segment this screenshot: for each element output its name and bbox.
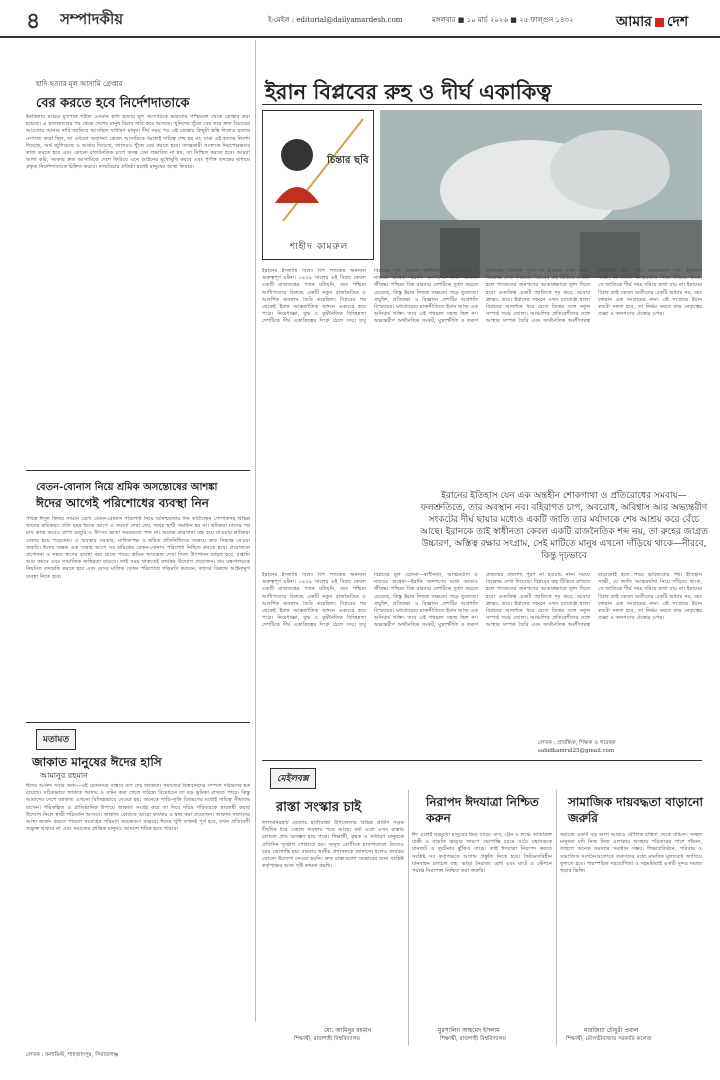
- letter1-headline: রাস্তা সংস্কার চাই: [276, 800, 362, 815]
- author-name: শাহীদ কামরুল: [289, 242, 349, 252]
- letter3-headline: সামাজিক দায়বদ্ধতা বাড়ানো জরুরি: [568, 795, 703, 825]
- smoke-photo-illustration: [380, 110, 702, 278]
- letter-divider: [408, 790, 409, 1046]
- editorial-body: ইনকিলাব মঞ্চের মুখপাত্র শরীফ ওসমান হাদি হত্যার মূল আসামিকে ভারতের পশ্চিমবঙ্গ থেকে গ্রেপ্তার করা হয়েছে। এ হত্যাকাণ্ডের পর থেকে দেশের মানুষ বিচার দাবি করে আসছে। খুনিদের খুঁজে বের করে দ্রুত বিচারের আওতায় আনার দাবি জানিয়ে আসছিল সাধারণ মানুষ। দীর্ঘ সময় পর এই গ্রেপ্তার কিছুটা স্বস্তি দিলেও হত্যার নেপথ্যে কারা ছিল, তা এখনো অজানা। কেবল আসামিকে ধরলেই দায়িত্ব শেষ হয় না; যারা এই হত্যার নির্দেশ দিয়েছে, অর্থ জুগিয়েছে ও আশ্রয় দিয়েছে, তাদেরও খুঁজে বের করতে হবে। তদন্তকারী সংস্থাকে নিরপেক্ষভাবে কাজ করতে হবে এবং কোনো রাজনৈতিক চাপে তদন্ত যেন প্রভাবিত না হয়, তা নিশ্চিত করতে হবে। আমরা আশা করি, সরকার দ্রুত আসামিকে দেশে ফিরিয়ে এনে আইনের মুখোমুখি করবে এবং পূর্ণাঙ্গ তদন্তের মাধ্যমে প্রকৃত নির্দেশদাতাকে চিহ্নিত করবে। ন্যায়বিচার প্রতিষ্ঠা হলেই মানুষের আস্থা ফিরবে।: [26, 114, 250, 171]
- author-photo-frame: [262, 110, 374, 260]
- brand-logo: আমার দেশ: [616, 14, 689, 30]
- column-divider: [255, 40, 256, 1022]
- main-footer-email[interactable]: sahidkamrul25@gmail.com: [538, 748, 615, 754]
- opinion-body: ঈদের আনন্দ সবার জন্য—এই চেতনাকে বাস্তবে রূপ দেয় জাকাত। সমাজের বিত্তবানদের সম্পদে দরিদ্রদের হক রয়েছে। সঠিকভাবে জাকাত আদায় ও বণ্টন করা গেলে দারিদ্র্য বিমোচনে তা বড় ভূমিকা রাখতে পারে। কিন্তু আমাদের দেশে জাকাত এখনো বিচ্ছিন্নভাবে দেওয়া হয়; অনেকে শাড়ি-লুঙ্গি বিতরণের মধ্যেই দায়িত্ব সীমাবদ্ধ রাখেন। পরিকল্পিত ও প্রাতিষ্ঠানিক উপায়ে জাকাত সংগ্রহ করে তা দিয়ে দরিদ্র পরিবারকে স্বাবলম্বী করার উদ্যোগ নিলে স্থায়ী পরিবর্তন আসবে। জাকাত বোর্ডকে আরো কার্যকর ও স্বচ্ছ করা প্রয়োজন। জাকাত দাতাদের আস্থা অর্জন করতে পারলে সংগ্রহের পরিমাণ কয়েকগুণ বাড়বে। ঈদের খুশি তখনই পূর্ণ হবে, যখন প্রতিবেশী অভুক্ত থাকবে না এবং সমাজের প্রান্তিক মানুষও আনন্দে শরিক হতে পারবে।: [26, 783, 250, 833]
- pull-quote: ইরানের ইতিহাস যেন এক অন্তহীন শোকগাথা ও প্রতিরোধের সমবায়— ফলশ্রুতিতে, তার অবস্থান নব। বহিরাগত চাপ, অবরোধ, অবিশ্বাস আর অভ্যন্তরীণ সংকটের দীর্ঘ ছায়ার মধ্যেও একটি জাতি তার মর্যাদাকে শেষ আশ্রয় করে বেঁচে আছে। ইরানকে তাই স্বাধীনতা কেবল একটি রাজনৈতিক শব্দ নয়, তা রুহের জাগ্রত উচ্চারণ, অস্তিত্ব রক্ষার সংগ্রাম, সেই মাটিতে মানুষ এখনো দাঁড়িয়ে থাকে—নীরবে, কিন্তু দৃঢ়ভাবে: [420, 491, 708, 561]
- divider: [26, 470, 250, 471]
- letter1-author: মো. আমিনুর রহমান: [324, 1027, 372, 1034]
- main-body-continued: ইরানের ইসলামি বিপ্লব বিশ শতকের অন্যতম গুরুত্বপূর্ণ ঘটনা। ১৯৭৯ সালের এই বিপ্লব কেবল একটি রাজতন্ত্রের পতন ঘটায়নি, বরং পশ্চিমা আধিপত্যের বিরুদ্ধে একটি নতুন রাজনৈতিক ও আদর্শিক অবস্থান তৈরি করেছিল। বিপ্লবের পর থেকেই ইরান আন্তর্জাতিক অঙ্গনে একঘরে হয়ে পড়ে। নিষেধাজ্ঞা, যুদ্ধ ও কূটনৈতিক বিচ্ছিন্নতা দেশটিকে দীর্ঘ একাকিত্বের দিকে ঠেলে দেয়। তবু বিপ্লবের মূল চেতনা—স্বাধীনতা, আত্মমর্যাদা ও ন্যায়ের অন্বেষা—ইরানি জনগণের মধ্যে আজও জীবন্ত। পশ্চিমা বিশ্ব বারবার দেশটিকে দুর্বল করতে চেয়েছে, কিন্তু ইরান নিজস্ব সক্ষমতা গড়ে তুলেছে। প্রযুক্তি, প্রতিরক্ষা ও বিজ্ঞানে দেশটির অগ্রগতি বিস্ময়কর। মধ্যপ্রাচ্যের রাজনীতিতে ইরান আজ এক অনিবার্য শক্তি। তবে এই পথচলা সহজ ছিল না। অভ্যন্তরীণ অর্থনৈতিক সংকট, মুদ্রাস্ফীতি ও তরুণ প্রজন্মের প্রত্যাশা পূরণ না হওয়ায় নানা সময়ে বিক্ষোভ দেখা দিয়েছে। বিপ্লবের রুহ টিকিয়ে রাখতে হলে শাসকদের জনগণের আকাঙ্ক্ষাকে মূল্য দিতে হবে। একাকিত্ব একটি জাতিকে দৃঢ় করে, আবার ক্লান্তও করে। ইরানের সামনে এখন চ্যালেঞ্জ হলো বিপ্লবের আদর্শকে ধরে রেখে বিশ্বের সঙ্গে নতুন সম্পর্ক গড়ে তোলা। আঞ্চলিক প্রতিবেশীদের সঙ্গে আস্থার সম্পর্ক তৈরি এবং অর্থনৈতিক অংশীদারত্ব বাড়ানোই হতে পারে ভবিষ্যতের পথ। ইতিহাস সাক্ষী, যে জাতি আত্মমর্যাদা নিয়ে দাঁড়িয়ে থাকে, সে জাতিকে দীর্ঘ সময় দমিয়ে রাখা যায় না। ইরানের বিপ্লব তাই কেবল অতীতের একটি অধ্যায় নয়, বরং চলমান এক সংগ্রামের নাম। এই সংগ্রামে ইরান কতটা সফল হবে, তা নির্ভর করবে তার নেতৃত্বের প্রজ্ঞা ও জনগণের ঐক্যের ওপর।: [262, 572, 702, 629]
- section-title: সম্পাদকীয়: [60, 10, 124, 28]
- headline-rule: [262, 104, 702, 105]
- opinion-tag: মতামত: [36, 729, 76, 750]
- brand-red-box: [655, 18, 664, 27]
- column-label: চিন্তার ছবি: [327, 155, 369, 166]
- letter2-headline: নিরাপদ ঈদযাত্রা নিশ্চিত করুন: [426, 795, 539, 825]
- page-header: [0, 0, 720, 38]
- divider: [26, 722, 250, 723]
- letter3-author: মারজিয়া চৌধুরী প্রবাল: [584, 1027, 639, 1034]
- letter3-body: সমাজে একটি বড় অংশ আজও মৌলিক চাহিদা থেকে বঞ্চিত। সচ্ছল মানুষরা যদি নিজ নিজ এলাকার অসহায় পরিবারের পাশে দাঁড়ান, তাহলে অনেক সমস্যার সমাধান সম্ভব। শিক্ষাপ্রতিষ্ঠান, পরিবার ও সামাজিক সংগঠনগুলোকে তরুণদের মধ্যে মানবিক মূল্যবোধ জাগিয়ে তুলতে হবে। পারস্পরিক সহযোগিতা ও সহমর্মিতাই একটি সুন্দর সমাজ গড়ার ভিত্তি।: [560, 832, 702, 875]
- issue-date: মঙ্গলবার ■ ১০ মার্চ ২০২৬ ■ ২৫ ফাল্গুন ১৪৩২: [432, 16, 574, 24]
- author-portrait: [263, 111, 373, 259]
- opinion-author: আমানুর রহমান: [40, 771, 88, 780]
- letter2-author-info: শিক্ষার্থী, রাজশাহী বিশ্ববিদ্যালয়: [440, 1036, 506, 1042]
- page-number: ৪: [26, 8, 41, 34]
- opinion-footer: লেখক : কলামিস্ট, শাহজাদপুর, সিরাজগঞ্জ: [26, 1052, 119, 1058]
- main-headline: ইরান বিপ্লবের রুহ ও দীর্ঘ একাকিত্ব: [265, 79, 552, 104]
- letter1-author-info: শিক্ষার্থী, রাজশাহী বিশ্ববিদ্যালয়: [294, 1036, 360, 1042]
- letter2-author: মুরসালিন আহমেদ ইসলাম: [438, 1027, 500, 1034]
- letter3-author-info: শিক্ষার্থী, মৌলভীবাজার সরকারি কলেজ: [566, 1036, 652, 1042]
- divider: [262, 760, 702, 761]
- main-footer: লেখক : প্রাবন্ধিক, শিক্ষক ও গবেষক: [538, 740, 616, 746]
- editorial2-body: পবিত্র ঈদুল ফিতর সামনে রেখে বেতন-বোনাস পরিশোধ নিয়ে অনিশ্চয়তায় দিন কাটাচ্ছেন পোশাকসহ বিভিন্ন খাতের শ্রমিকরা। প্রতি বছর ঈদের আগে এ সমস্যা দেখা দেয়, অথচ স্থায়ী সমাধান হয় না। শ্রমিকরা মাসের পর মাস কাজ করেও প্রাপ্য মজুরি ও উৎসব ভাতা সময়মতো পান না। অনেক কারখানা বন্ধ হয়ে যাওয়ায় শ্রমিকরা বেকার হয়ে পড়েছেন। এ অবস্থায় সরকার, মালিকপক্ষ ও শ্রমিক প্রতিনিধিদের সমন্বয়ে দ্রুত সিদ্ধান্ত নেওয়া জরুরি। ঈদের অন্তত এক সপ্তাহ আগে সব শ্রমিকের বেতন-বোনাস পরিশোধ নিশ্চিত করতে হবে। প্রয়োজনে প্রণোদনা ও সহজ ঋণের ব্যবস্থা করা যেতে পারে। শ্রমিক অসন্তোষ দেখা দিলে উৎপাদন ব্যাহত হবে, রপ্তানি আয় কমবে এবং সামাজিক অস্থিরতা বাড়বে। তাই সময় থাকতেই কার্যকর উদ্যোগ প্রয়োজন। শ্রম মন্ত্রণালয়কে নিয়মিত তদারকি করতে হবে এবং যেসব মালিক বেতন পরিশোধে গড়িমসি করবেন, তাদের বিরুদ্ধে আইনানুগ ব্যবস্থা নিতে হবে।: [26, 516, 250, 580]
- mailbox-tag: মেইলবক্স: [270, 768, 316, 789]
- editorial-kicker: হাদি হত্যার মূল আসামি গ্রেপ্তার: [36, 80, 123, 88]
- factory-photo: [380, 110, 702, 278]
- letter-divider: [556, 790, 557, 1046]
- letter2-body: ঈদ এলেই ঘরমুখো মানুষের ভিড় বাড়ে। বাস, ট্রেন ও লঞ্চে অতিরিক্ত যাত্রী ও বাড়তি ভাড়ার কারণে ভোগান্তি চরমে ওঠে। মহাসড়কে যানজট ও দুর্ঘটনার ঝুঁকিও বাড়ে। তাই ঈদযাত্রা নিরাপদ করতে সংশ্লিষ্ট সব কর্তৃপক্ষকে আগাম প্রস্তুতি নিতে হবে। ফিটনেসবিহীন যানবাহন চলাচল বন্ধ, ভাড়া নৈরাজ্য রোধ এবং ঘাটে ও স্টেশনে পর্যাপ্ত নিরাপত্তা নিশ্চিত করা জরুরি।: [412, 832, 552, 875]
- editorial-email[interactable]: ই-মেইল : editorial@dailyamardesh.com: [268, 16, 403, 24]
- editorial2-subheadline: ঈদের আগেই পরিশোধের ব্যবস্থা নিন: [36, 496, 209, 510]
- main-body: ইরানের ইসলামি বিপ্লব বিশ শতকের অন্যতম গুরুত্বপূর্ণ ঘটনা। ১৯৭৯ সালের এই বিপ্লব কেবল একটি রাজতন্ত্রের পতন ঘটায়নি, বরং পশ্চিমা আধিপত্যের বিরুদ্ধে একটি নতুন রাজনৈতিক ও আদর্শিক অবস্থান তৈরি করেছিল। বিপ্লবের পর থেকেই ইরান আন্তর্জাতিক অঙ্গনে একঘরে হয়ে পড়ে। নিষেধাজ্ঞা, যুদ্ধ ও কূটনৈতিক বিচ্ছিন্নতা দেশটিকে দীর্ঘ একাকিত্বের দিকে ঠেলে দেয়। তবু বিপ্লবের মূল চেতনা—স্বাধীনতা, আত্মমর্যাদা ও ন্যায়ের অন্বেষা—ইরানি জনগণের মধ্যে আজও জীবন্ত। পশ্চিমা বিশ্ব বারবার দেশটিকে দুর্বল করতে চেয়েছে, কিন্তু ইরান নিজস্ব সক্ষমতা গড়ে তুলেছে। প্রযুক্তি, প্রতিরক্ষা ও বিজ্ঞানে দেশটির অগ্রগতি বিস্ময়কর। মধ্যপ্রাচ্যের রাজনীতিতে ইরান আজ এক অনিবার্য শক্তি। তবে এই পথচলা সহজ ছিল না। অভ্যন্তরীণ অর্থনৈতিক সংকট, মুদ্রাস্ফীতি ও তরুণ প্রজন্মের প্রত্যাশা পূরণ না হওয়ায় নানা সময়ে বিক্ষোভ দেখা দিয়েছে। বিপ্লবের রুহ টিকিয়ে রাখতে হলে শাসকদের জনগণের আকাঙ্ক্ষাকে মূল্য দিতে হবে। একাকিত্ব একটি জাতিকে দৃঢ় করে, আবার ক্লান্তও করে। ইরানের সামনে এখন চ্যালেঞ্জ হলো বিপ্লবের আদর্শকে ধরে রেখে বিশ্বের সঙ্গে নতুন সম্পর্ক গড়ে তোলা। আঞ্চলিক প্রতিবেশীদের সঙ্গে আস্থার সম্পর্ক তৈরি এবং অর্থনৈতিক অংশীদারত্ব বাড়ানোই হতে পারে ভবিষ্যতের পথ। ইতিহাস সাক্ষী, যে জাতি আত্মমর্যাদা নিয়ে দাঁড়িয়ে থাকে, সে জাতিকে দীর্ঘ সময় দমিয়ে রাখা যায় না। ইরানের বিপ্লব তাই কেবল অতীতের একটি অধ্যায় নয়, বরং চলমান এক সংগ্রামের নাম। এই সংগ্রামে ইরান কতটা সফল হবে, তা নির্ভর করবে তার নেতৃত্বের প্রজ্ঞা ও জনগণের ঐক্যের ওপর।: [262, 268, 702, 325]
- editorial2-headline: বেতন-বোনাস নিয়ে শ্রমিক অসন্তোষের আশঙ্কা: [36, 482, 218, 493]
- editorial-headline: বের করতে হবে নির্দেশদাতাকে: [36, 96, 190, 111]
- opinion-headline: জাকাত মানুষের ঈদের হাসি: [32, 755, 162, 769]
- letter1-body: লালমনিরহাট জেলার হাতীবান্ধা উপজেলার বিভিন্ন গ্রামীণ সড়ক দীর্ঘদিন ধরে বেহাল অবস্থায় পড়ে আছে। বর্ষা এলে এসব রাস্তায় চলাচল প্রায় অসম্ভব হয়ে পড়ে। শিক্ষার্থী, কৃষক ও সাধারণ মানুষকে প্রতিদিন দুর্ভোগ পোহাতে হয়। অসুস্থ রোগীকে হাসপাতালে নিতেও চরম ভোগান্তি হয়। বারবার স্থানীয় প্রশাসনকে জানানো হলেও কার্যকর কোনো উদ্যোগ নেওয়া হয়নি। দ্রুত রাস্তাগুলো সংস্কারের জন্য সংশ্লিষ্ট কর্তৃপক্ষের আশু দৃষ্টি কামনা করছি।: [262, 820, 404, 870]
